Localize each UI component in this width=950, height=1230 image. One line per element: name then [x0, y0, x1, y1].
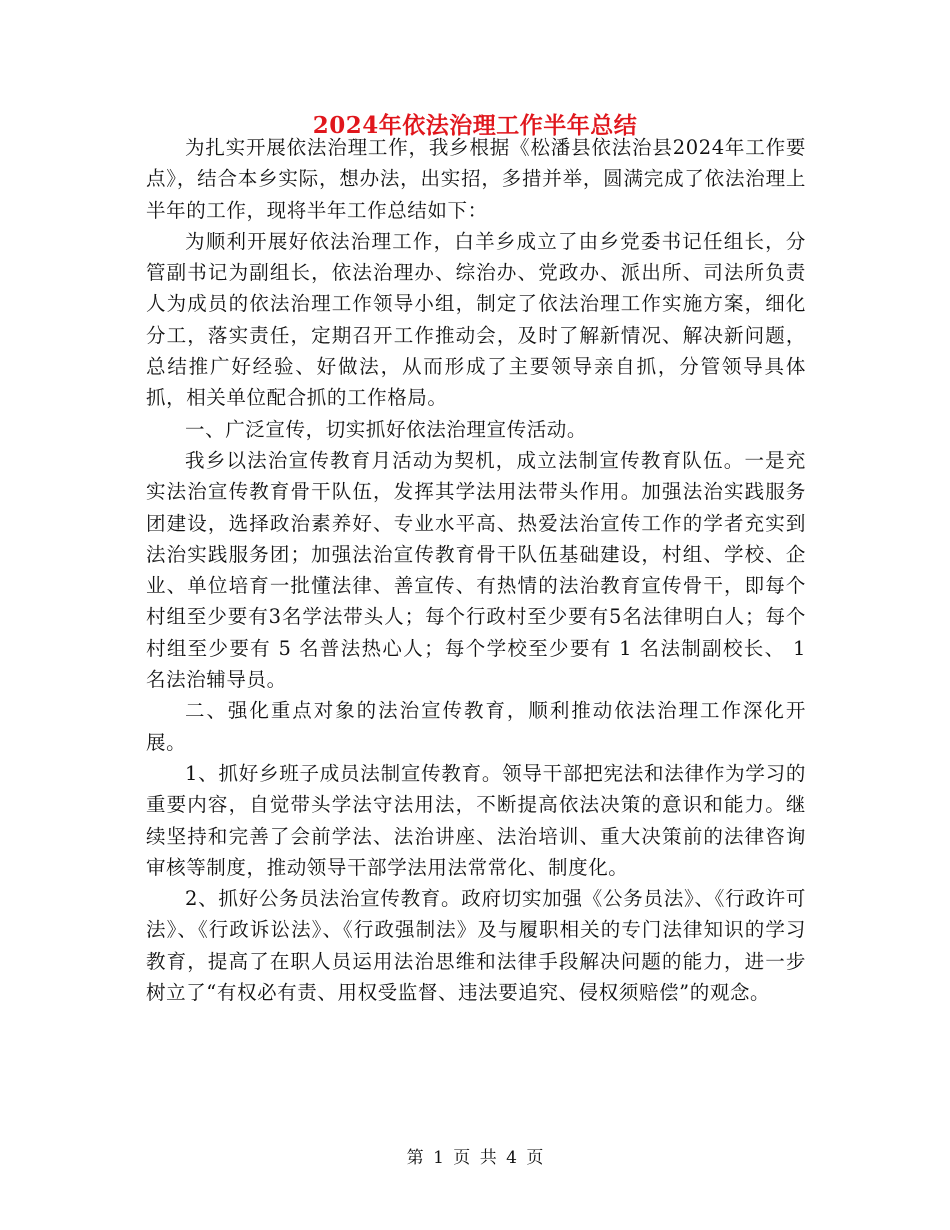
- document-title: 2024年依法治理工作半年总结: [312, 112, 638, 139]
- section-heading-1: 一、广泛宣传，切实抓好依法治理宣传活动。: [185, 417, 588, 441]
- paragraph-leaders-education: 1、抓好乡班子成员法制宣传教育。领导干部把宪法和法律作为学习的重要内容，自觉带头学法守法用法，不断提高依法决策的意识和能力。继续坚持和完善了会前学法、法治讲座、法治培训、重大决策前的法律咨询审核等制度，推动领导干部学法用法常常化、制度化。: [146, 761, 806, 879]
- page-number-footer: 第 1 页 共 4 页: [406, 1148, 544, 1168]
- paragraph-leadership-group: 为顺利开展好依法治理工作，白羊乡成立了由乡党委书记任组长，分管副书记为副组长，依法治理办、综治办、党政办、派出所、司法所负责人为成员的依法治理工作领导小组，制定了依法治理工作实施方案，细化分工，落实责任，定期召开工作推动会，及时了解新情况、解决新问题，总结推广好经验、好做法，从而形成了主要领导亲自抓，分管领导具体抓，相关单位配合抓的工作格局。: [146, 229, 806, 410]
- paragraph-publicity-team: 我乡以法治宣传教育月活动为契机，成立法制宣传教育队伍。一是充实法治宣传教育骨干队伍，发挥其学法用法带头作用。加强法治实践服务团建设，选择政治素养好、专业水平高、热爱法治宣传工作的学者充实到法治实践服务团；加强法治宣传教育骨干队伍基础建设，村组、学校、企业、单位培育一批懂法律、善宣传、有热情的法治教育宣传骨干，即每个村组至少要有3名学法带头人；每个行政村至少要有5名法律明白人；每个村组至少要有 5 名普法热心人；每个学校至少要有 1 名法制副校长、 1 名法治辅导员。: [146, 448, 806, 692]
- paragraph-civil-servants-education: 2、抓好公务员法治宣传教育。政府切实加强《公务员法》、《行政许可法》、《行政诉讼法》、《行政强制法》及与履职相关的专门法律知识的学习教育，提高了在职人员运用法治思维和法律手段解决问题的能力，进一步树立了“有权必有责、用权受监督、违法要追究、侵权须赔偿”的观念。: [146, 887, 806, 1005]
- section-heading-2: 二、强化重点对象的法治宣传教育，顺利推动依法治理工作深化开展。: [146, 699, 806, 754]
- document-body: [146, 132, 806, 1008]
- paragraph-intro: 为扎实开展依法治理工作，我乡根据《松潘县依法治县2024年工作要点》，结合本乡实际，想办法，出实招，多措并举，圆满完成了依法治理上半年的工作，现将半年工作总结如下：: [146, 136, 806, 222]
